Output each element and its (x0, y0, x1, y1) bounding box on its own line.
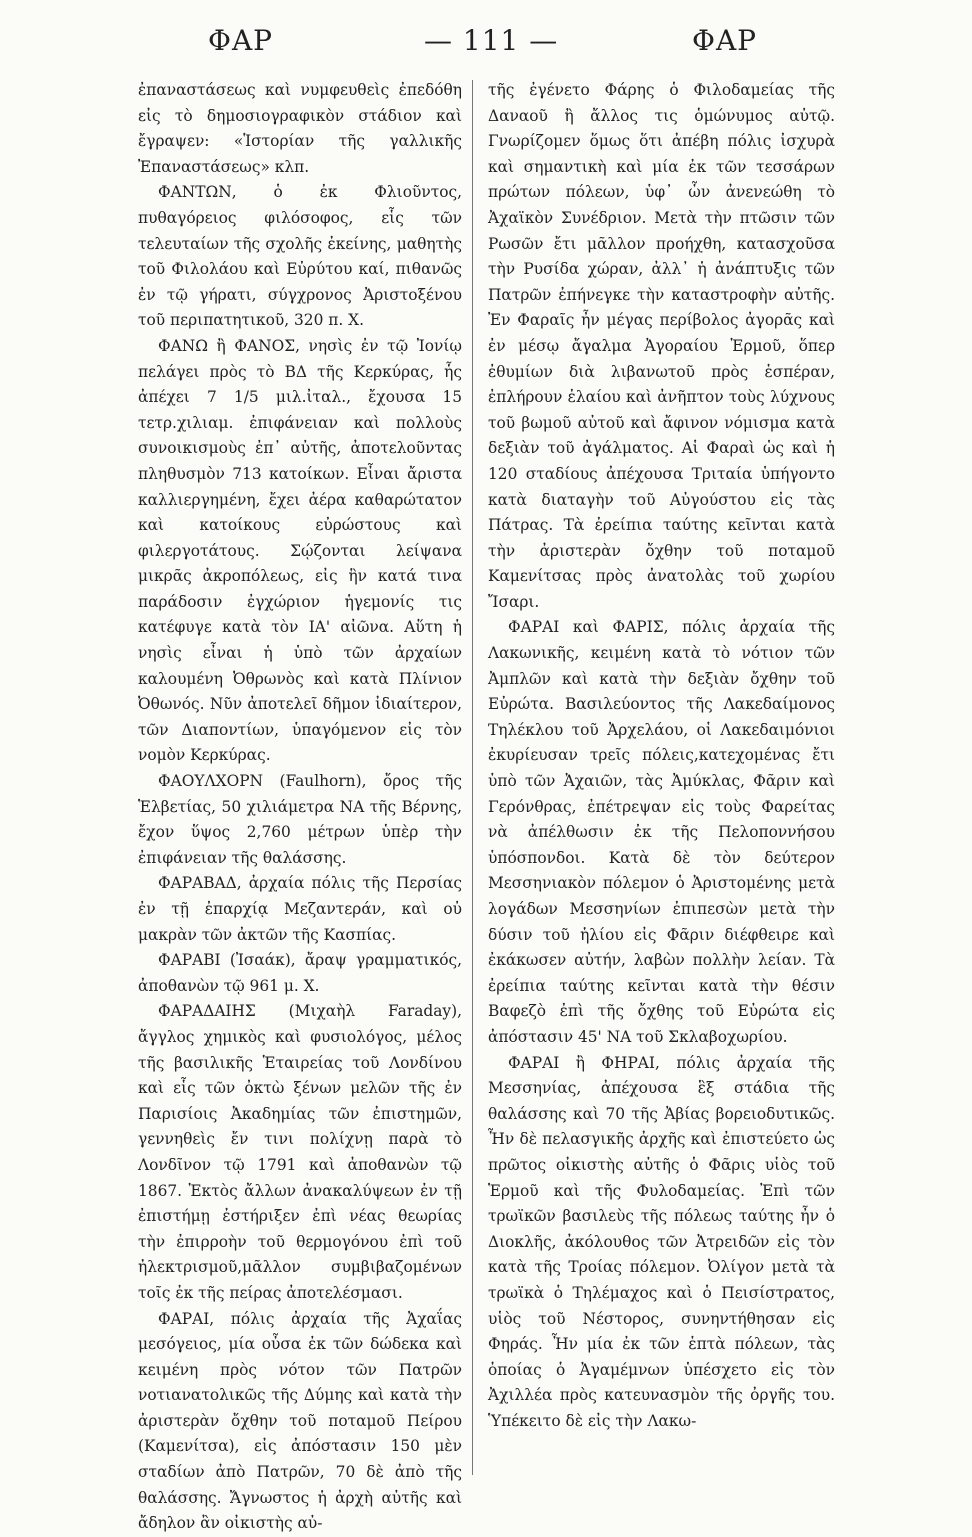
entry-fano: ΦΑΝΩ ἢ ΦΑΝΟΣ, νησὶς ἐν τῷ Ἰονίῳ πελάγει πρὸς τὸ ΒΔ τῆς Κερκύρας, ἧς ἀπέχει 7 1/5 μιλ.ἰταλ., ἔχουσα 15 τετρ.χιλιαμ. ἐπιφάνειαν καὶ πολλοὺς συνοικισμοὺς ἐπ᾿ αὐτῆς, ἀποτελοῦντας πληθυσμὸν 713 κατοίκων. Εἶναι ἄριστα καλλιεργημένη, ἔχει ἀέρα καθαρώτατον καὶ κατοίκους εὐρώστους καὶ φιλεργοτάτους. Σῴζονται λείψανα μικρᾶς ἀκροπόλεως, εἰς ἣν κατά τινα παράδοσιν ἐγχώριον ἡγεμονίς τις κατέφυγε κατὰ τὸν ΙΑ' αἰῶνα. Αὕτη ἡ νησὶς εἶναι ἡ ὑπὸ τῶν ἀρχαίων καλουμένη Ὀθρωνὸς καὶ κατὰ Πλίνιον Ὀθωνός. Νῦν ἀποτελεῖ δῆμον ἰδιαίτερον, τῶν Διαποντίων, ὑπαγόμενον εἰς τὸν νομὸν Κερκύρας. (138, 336, 462, 765)
entry-fanton: ΦΑΝΤΩΝ, ὁ ἐκ Φλιοῦντος, πυθαγόρειος φιλόσοφος, εἷς τῶν τελευταίων τῆς σχολῆς ἐκείνης, μαθητὴς τοῦ Φιλολάου καὶ Εὐρύτου καί, πιθανῶς ἐν τῷ γήρατι, σύγχρονος Ἀριστοξένου τοῦ περιπατητικοῦ, 320 π. Χ. (138, 183, 462, 330)
entry-farai-achaia-cont: τῆς ἐγένετο Φάρης ὁ Φιλοδαμείας τῆς Δαναοῦ ἢ ἄλλος τις ὁμώνυμος αὐτῷ. Γνωρίζομεν ὅμως ὅτι ἀπέβη πόλις ἰσχυρὰ καὶ σημαντικὴ καὶ μία ἐκ τῶν τεσσάρων πρώτων πόλεων, ὑφ᾿ ὧν ἀνενεώθη τὸ Ἀχαϊκὸν Συνέδριον. Μετὰ τὴν πτῶσιν τῶν Ρωσῶν ἔτι μᾶλλον προήχθη, κατασχοῦσα τὴν Ρυσίδα χώραν, ἀλλ᾿ ἡ ἀνάπτυξις τῶν Πατρῶν ἐπήνεγκε τὴν καταστροφὴν αὐτῆς. Ἐν Φαραῖς ἦν μέγας περίβολος ἀγορᾶς καὶ ἐν μέσῳ ἄγαλμα Ἀγοραίου Ἑρμοῦ, ὅπερ ἐθυμίων διὰ λιβανωτοῦ πρὸς ἑσπέραν, ἐπλήρουν ἐλαίου καὶ ἀνῆπτον τοὺς λύχνους τοῦ βωμοῦ αὐτοῦ καὶ ἄφινον νόμισμα κατὰ δεξιὰν τοῦ ἀγάλματος. Αἱ Φαραὶ ὡς καὶ ἡ 120 σταδίους ἀπέχουσα Τριταία ὑπήγοντο κατὰ διαταγὴν τοῦ Αὐγούστου εἰς τὰς Πάτρας. Τὰ ἐρείπια ταύτης κεῖνται κατὰ τὴν ἀριστερὰν ὄχθην τοῦ ποταμοῦ Καμενίτσας πρὸς ἀνατολὰς τοῦ χωρίου Ἴσαρι. (488, 81, 835, 611)
entry-faraday: ΦΑΡΑΔΑΙΗΣ (Μιχαὴλ Faraday), ἄγγλος χημικὸς καὶ φυσιολόγος, μέλος τῆς βασιλικῆς Ἑταιρείας τοῦ Λονδίνου καὶ εἷς τῶν ὀκτὼ ξένων μελῶν τῆς ἐν Παρισίοις Ἀκαδημίας τῶν ἐπιστημῶν, γεννηθεὶς ἔν τινι πολίχνῃ παρὰ τὸ Λονδῖνον τῷ 1791 καὶ ἀποθανὼν τῷ 1867. Ἐκτὸς ἄλλων ἀνακαλύψεων ἐν τῇ ἐπιστήμῃ ἐστήριξεν ἐπὶ νέας θεωρίας τὴν ἐπιρροὴν τοῦ θερμογόνου ἐπὶ τοῦ ἠλεκτρισμοῦ,μᾶλλον συμβιβαζομένων τοῖς ἐκ τῆς πείρας ἀποτελέσμασι. (138, 1002, 462, 1302)
entry-continuation: ἐπαναστάσεως καὶ νυμφευθεὶς ἐπεδόθη εἰς τὸ δημοσιογραφικὸν στάδιον καὶ ἔγραψεν: «Ἱστορίαν τῆς γαλλικῆς Ἐπαναστάσεως» κλπ. (138, 81, 462, 176)
header-left-guideword: ΦΑΡ (208, 24, 274, 57)
header-right-guideword: ΦΑΡ (692, 24, 758, 57)
entry-farai-faris: ΦΑΡΑΙ καὶ ΦΑΡΙΣ, πόλις ἀρχαία τῆς Λακωνικῆς, κειμένη κατὰ τὸ νότιον τῶν Ἀμπλῶν καὶ κατὰ τὴν δεξιὰν ὄχθην τοῦ Εὐρώτα. Βασιλεύοντος τῆς Λακεδαίμονος Τηλέκλου τοῦ Ἀρχελάου, οἱ Λακεδαιμόνιοι ἐκυρίευσαν τρεῖς πόλεις,κατεχομένας ἔτι ὑπὸ τῶν Ἀχαιῶν, τὰς Ἀμύκλας, Φᾶριν καὶ Γερόνθρας, ἐπέτρεψαν εἰς τοὺς Φαρείτας νὰ ἀπέλθωσιν ἐκ τῆς Πελοποννήσου ὑπόσπονδοι. Κατὰ δὲ τὸν δεύτερον Μεσσηνιακὸν πόλεμον ὁ Ἀριστομένης μετὰ λογάδων Μεσσηνίων ἐπιπεσὼν μετὰ τὴν δύσιν τοῦ ἡλίου εἰς Φᾶριν διέφθειρε καὶ ἐκάκωσεν αὐτήν, λαβὼν πολλὴν λείαν. Τὰ ἐρείπια ταύτης κεῖνται κατὰ τὴν θέσιν Βαφεζὸ ἐπὶ τῆς ὄχθης τοῦ Εὐρώτα εἰς ἀπόστασιν 45' ΝΑ τοῦ Σκλαβοχωρίου. (488, 618, 835, 1046)
page-number: — 111 — (424, 24, 559, 57)
entry-faulhorn: ΦΑΟΥΛΧΟΡΝ (Faulhorn), ὄρος τῆς Ἑλβετίας, 50 χιλιάμετρα ΝΑ τῆς Βέρνης, ἔχον ὕψος 2,760 μέτρων ὑπὲρ τὴν ἐπιφάνειαν τῆς θαλάσσης. (138, 772, 462, 867)
page-header (0, 24, 972, 74)
entry-farabi: ΦΑΡΑΒΙ (Ἰσαάκ), ἄραψ γραμματικός, ἀποθανὼν τῷ 961 μ. Χ. (138, 951, 462, 995)
entry-farai-ferai: ΦΑΡΑΙ ἢ ΦΗΡΑΙ, πόλις ἀρχαία τῆς Μεσσηνίας, ἀπέχουσα ἓξ στάδια τῆς θαλάσσης καὶ 70 τῆς Ἀβίας βορειοδυτικῶς. Ἦν δὲ πελασγικῆς ἀρχῆς καὶ ἐπιστεύετο ὡς πρῶτος οἰκιστὴς αὐτῆς ὁ Φᾶρις υἱὸς τοῦ Ἑρμοῦ καὶ τῆς Φυλοδαμείας. Ἐπὶ τῶν τρωϊκῶν βασιλεὺς τῆς πόλεως ταύτης ἦν ὁ Διοκλῆς, ἀκόλουθος τῶν Ἀτρειδῶν εἰς τὸν κατὰ τῆς Τροίας πόλεμον. Ὀλίγον μετὰ τὰ τρωϊκὰ ὁ Τηλέμαχος καὶ ὁ Πεισίστρατος, υἱὸς τοῦ Νέστορος, συνηντήθησαν εἰς Φηράς. Ἦν μία ἐκ τῶν ἑπτὰ πόλεων, τὰς ὁποίας ὁ Ἀγαμέμνων ὑπέσχετο εἰς τὸν Ἀχιλλέα πρὸς κατευνασμὸν τῆς ὀργῆς του. Ὑπέκειτο δὲ εἰς τὴν Λακω- (488, 1053, 835, 1430)
entry-farai-achaia: ΦΑΡΑΙ, πόλις ἀρχαία τῆς Ἀχαΐας μεσόγειος, μία οὖσα ἐκ τῶν δώδεκα καὶ κειμένη πρὸς νότον τῶν Πατρῶν νοτιανατολικῶς τῆς Δύμης καὶ κατὰ τὴν ἀριστερὰν ὄχθην τοῦ ποταμοῦ Πείρου (Καμενίτσα), εἰς ἀπόστασιν 150 μὲν σταδίων ἀπὸ Πατρῶν, 70 δὲ ἀπὸ τῆς θαλάσσης. Ἄγνωστος ἡ ἀρχὴ αὐτῆς καὶ ἄδηλον ἂν οἰκιστὴς αὐ- (138, 1309, 462, 1533)
left-column (138, 78, 462, 1533)
right-column (488, 78, 835, 1483)
entry-farabad: ΦΑΡΑΒΑΔ, ἀρχαία πόλις τῆς Περσίας ἐν τῇ ἐπαρχίᾳ Μεζαντεράν, καὶ οὐ μακρὰν τῶν ἀκτῶν τῆς Κασπίας. (138, 874, 462, 944)
column-divider (472, 80, 473, 1475)
